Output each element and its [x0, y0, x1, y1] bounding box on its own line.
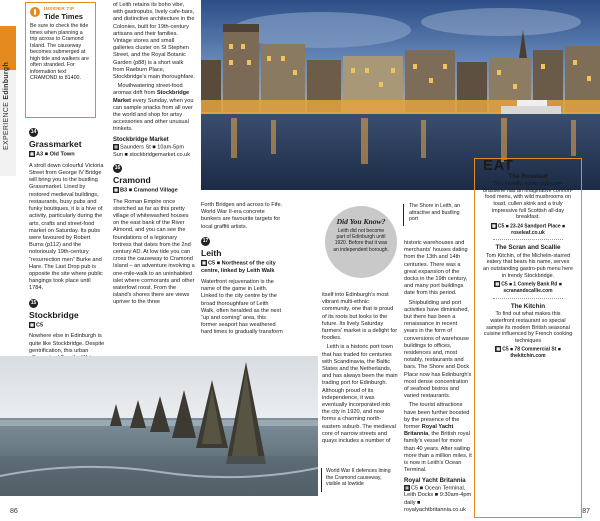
- eat-item-name: The Scran and Scallie: [495, 244, 561, 252]
- column-5: [404, 240, 472, 516]
- eat-item-desc: Tom Kitchin, of the Michelin-starred eatery that bears his name, serves an outstanding gastro-pub menu here in trendy Stockbridge.: [483, 252, 573, 279]
- map-ref-icon: ▦: [496, 346, 501, 352]
- cramond-body: The Roman Empire once stretched as far as this pretty village of whitewashed houses on the east bank of the River Almond, and you can see the foundations of a legionary fortress that dates from the 2nd century AD. At low tide you can cross the causeway to Cramond Island – an adventure involving a one-mile-walk to an uninhabited islet where cormorants and other waterfowl roost. From the island's shores there are views upriver to the three: [113, 198, 195, 306]
- tip-body: Be sure to check the tide times when planning a trip across to Cramond Island. The causeway becomes submerged at high tide and walkers are often stranded. For information text CRAMOND to 81400.: [30, 23, 89, 81]
- map-ref-icon: ▦: [495, 281, 500, 287]
- map-ref-icon: ▦: [492, 222, 496, 228]
- did-you-know-circle: [325, 206, 397, 278]
- leith-photo-caption: The Shore in Leith, an attractive and bustling port: [409, 203, 461, 223]
- side-section-label: EXPERIENCE: [3, 101, 10, 150]
- leith-renaissance: Shipbuilding and port activities have diminished, but there has been a renaissance in recent years in the form of conversions of warehouse buildings to offices, residences and, most notably, restaurants and bars. The Shore and Dock Place now has Edinburgh's most dense concentration of seafood bistros and varied restaurants.: [404, 299, 472, 400]
- britannia-info: ▦ C5 ■ Ocean Terminal, Leith Docks ■ 9:30am-4pm daily ■ royalyachtbritannia.co.uk: [404, 484, 472, 513]
- eat-divider: [493, 298, 563, 299]
- map-ref-icon: ▦: [114, 186, 118, 192]
- grassmarket-meta: ▦ A3 ■ Old Town: [30, 151, 75, 158]
- map-ref-icon: ▦: [202, 260, 206, 265]
- eat-item-desc: This friendly, quirky pub-cum-brasserie has an imaginative comfort-food menu, with wild mushrooms on toast, cullen skink and a truly impressive full Scottish all-day breakfast.: [483, 181, 573, 221]
- market-info: ▦ Saunders St ■ 10am-5pm Sun ■ stockbridgemarket.co.uk: [113, 143, 191, 158]
- lightbulb-icon: [30, 7, 40, 17]
- tip-title: Tide Times: [44, 11, 83, 21]
- eat-item-name: The Roseleaf: [508, 172, 548, 180]
- stockbridge-market-text: Mouthwatering street-food aromas drift from Stockbridge Market every Sunday, when you can sample snacks from all over the world and shop for artsy accessories and other unusual trinkets.: [113, 83, 194, 133]
- eat-item-info: ▦ C5 ■ 23-24 Sandport Place ■ roseleaf.co.uk: [492, 222, 566, 236]
- caption-rule-bottom: [321, 468, 322, 492]
- cramond-causeway-photo: [0, 356, 318, 496]
- leith-title: Leith: [201, 248, 222, 258]
- eat-item-info: ▦ C5 ■ 78 Commercial St ■ thekitchin.com: [496, 346, 561, 360]
- causeway-photo-caption: World War II defences lining the Cramond causeway, visible at lowtide: [326, 468, 391, 488]
- eat-item: [483, 304, 573, 360]
- cramond-causeway-image: [0, 356, 318, 496]
- leith-body-cont: itself into Edinburgh's most vibrant multi-ethnic community, one that is proud of its roots but looks to the future. Its lively Saturday farmers' market is a delight for foodies.: [322, 292, 398, 342]
- grassmarket-title: Grassmarket: [29, 139, 82, 150]
- chapter-side-label: [3, 62, 10, 150]
- stockbridge-body: Nowhere else in Edinburgh is quite like Stockbridge. Despite gentrification, this urban: [29, 333, 105, 354]
- entry-number-leith: 17: [202, 237, 209, 244]
- entry-number-grassmarket: 14: [30, 129, 37, 135]
- leith-history-cont: historic warehouses and merchants' houses dating from the 13th and 14th centuries. There was a great expansion of the docks in the 19th century, and many port buildings date from this period.: [404, 240, 468, 297]
- eat-sidebar: [474, 158, 582, 518]
- grassmarket-body: A stroll down colourful Victoria Street from George IV Bridge will bring you to the bustling Grassmarket. Lined by restored medieval buildings, restaurants, busy pubs and funky boutiques, it is a hive of activity, particularly during the arts, crafts and street-food market on Saturday. Its pubs were favoured by Robert Burns (p112) and the notoriously 19th-century “resurrection men” Burke and Hare. The Last Drop pub is opposite the site where public hangings took place until 1784.: [29, 162, 104, 292]
- map-ref-icon: ▦: [30, 151, 34, 157]
- leith-britannia-text: The tourist attractions have been further boosted by the presence of the former Royal Yacht Britannia, the British royal family's vessel for more than 40 years. After sailing more than a million miles, it is now in Leith's Ocean Terminal.: [404, 402, 472, 474]
- eat-item: [483, 174, 573, 237]
- leith-history: Leith is a historic port town that has traded for centuries with Scandinavia, the Baltic States and the Netherlands, and has always been the main trading port for Edinburgh. Although proud of its independence, it was eventually incorporated into the city in 1920, and now forms a charming north-eastern suburb. The medieval core of narrow streets and quays includes a number of: [322, 344, 398, 445]
- page-number-right: 87: [582, 508, 590, 515]
- page-number-left: 86: [10, 508, 18, 515]
- address-icon: ▦: [114, 143, 118, 149]
- eat-item-info: ▦ C5 ■ 1 Comely Bank Rd ■ scranandscallie.com: [495, 281, 562, 295]
- column-4: [322, 292, 398, 447]
- column-1: [29, 128, 105, 364]
- did-you-know-body: Leith did not become part of Edinburgh until 1920. Before that it was an independent borough.: [333, 228, 389, 253]
- insider-tip-box: [25, 2, 96, 118]
- entry-number-cramond: 16: [114, 164, 121, 171]
- stockbridge-title: Stockbridge: [29, 309, 79, 320]
- did-you-know-title: Did You Know?: [336, 217, 386, 226]
- leith-meta: ▦ C5 ■ Northeast of the city centre, linked by Leith Walk: [201, 260, 276, 274]
- eat-title: EAT: [483, 157, 514, 174]
- eat-divider: [493, 239, 563, 240]
- cramond-body-cont: Forth Bridges and across to Fife. World War II-era concrete bunkers are favourite targets for local graffiti artists.: [201, 202, 283, 230]
- entry-number-stockbridge: 15: [30, 299, 37, 306]
- market-title: Stockbridge Market: [113, 136, 169, 143]
- cramond-title: Cramond: [113, 174, 151, 185]
- leith-body: Waterfront rejuvenation is the name of the game in Leith. Linked to the city centre by the broad thoroughfare of Leith Walk, often heralded as the next “up and coming” area, this former seaport has weathered hard times to gradually transform: [201, 278, 283, 336]
- side-city-label: Edinburgh: [3, 61, 10, 100]
- eat-item-desc: To find out what makes this waterfront restaurant so special sample its modern British seasonal cuisine influenced by French cooking techniques: [483, 311, 573, 344]
- eat-item: [483, 245, 573, 294]
- cramond-meta: ▦ B3 ■ Cramond Village: [114, 186, 178, 194]
- britannia-title: Royal Yacht Britannia: [404, 477, 466, 484]
- column-2: [113, 2, 195, 309]
- eat-item-name: The Kitchin: [510, 302, 546, 310]
- column-3: [201, 202, 283, 339]
- map-ref-icon: ▦: [30, 321, 34, 327]
- caption-rule-top: [403, 204, 404, 226]
- address-icon: ▦: [405, 484, 409, 490]
- stockbridge-body-cont: of Leith retains its boho vibe, with gastropubs, lively cafe-bars, and distinctive architecture in the Colonies, built for 19th-century artisans and their families. Vintage stores and small galleries cluster on St Stephen Street, and the Royal Botanic Garden (p88) is a short walk from Raeburn Place, Stockbridge's main thoroughfare.: [113, 2, 195, 81]
- tip-kicker: INSIDER TIP: [44, 7, 75, 12]
- stockbridge-meta: ▦ C5: [30, 321, 44, 329]
